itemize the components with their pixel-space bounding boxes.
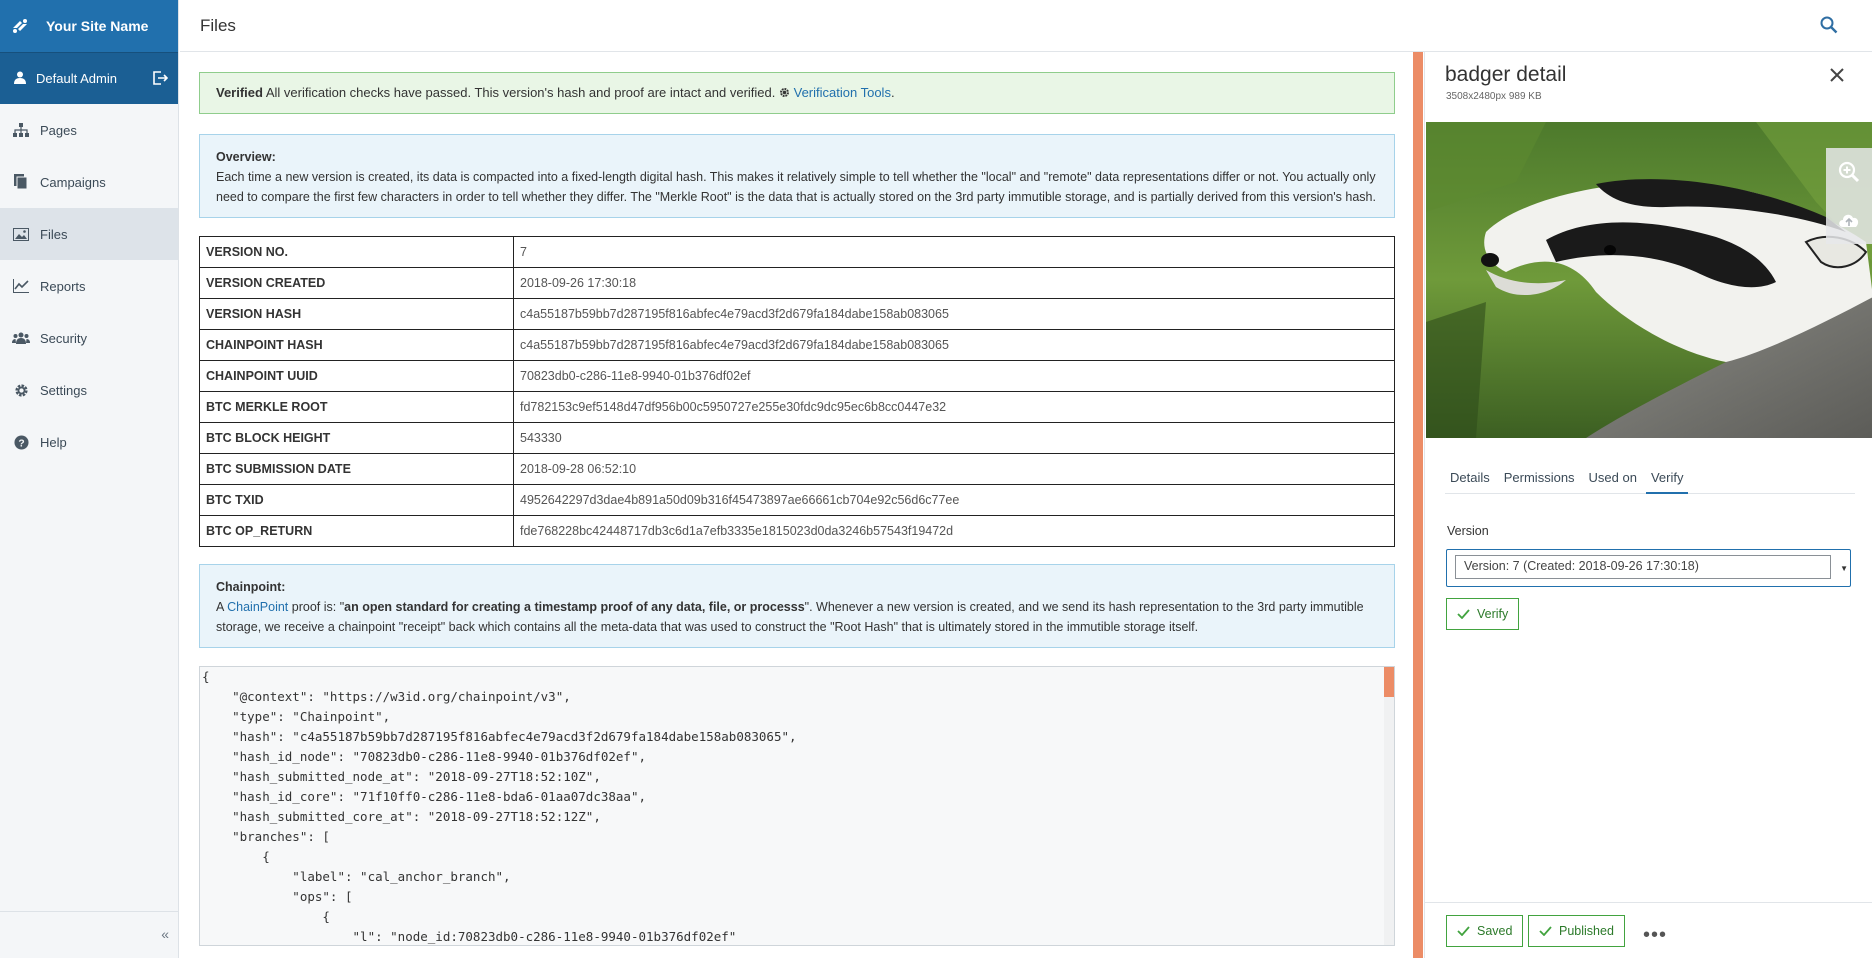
- table-row: [200, 423, 1395, 454]
- close-icon[interactable]: [1830, 68, 1844, 85]
- meta-value: fd782153c9ef5148d47df956b00c5950727e255e30fdc9dc95ec6b8cc0447e32: [514, 392, 1395, 423]
- chainpoint-quote: an open standard for creating a timestamp proof of any data, file, or processs: [344, 600, 805, 614]
- receipt-json: { "@context": "https://w3id.org/chainpoint/v3", "type": "Chainpoint", "hash": "c4a55187b59bb7d287195f816abfec4e79acd3f2d679fa184dabe158ab083065", "hash_id_node": "70823db0-c286-11e8-9940-01b376df02ef", "hash_submitted_node_at": "2018-09-27T18:52:10Z", "hash_id_core": "71f10ff0-c286-11e8-bda6-01aa07dc38aa", "hash_submitted_core_at": "2018-09-27T18:52:12Z", "branches": [ { "label": "cal_anchor_branch", "ops": [ { "l": "node_id:70823db0-c286-11e8-9940-01b376df02ef": [202, 669, 797, 944]
- sitemap-icon: [12, 121, 30, 139]
- table-row: [200, 361, 1395, 392]
- sidebar-item-label: Reports: [40, 278, 86, 294]
- receipt-scrollbar-thumb[interactable]: [1384, 667, 1394, 697]
- cog-icon: [779, 85, 790, 100]
- collapse-label: «: [161, 926, 169, 942]
- verification-tools-link[interactable]: Verification Tools: [793, 85, 891, 100]
- sidebar-item-label: Files: [40, 226, 68, 242]
- file-dimensions: 3508x2480px 989 KB: [1446, 91, 1542, 102]
- check-icon: [1457, 609, 1470, 619]
- panel-footer: [1425, 902, 1872, 903]
- meta-key: CHAINPOINT UUID: [200, 361, 514, 392]
- receipt-scrollbar[interactable]: [1384, 667, 1394, 946]
- table-row: [200, 299, 1395, 330]
- sidebar-item-campaigns[interactable]: [0, 156, 178, 208]
- tab-permissions[interactable]: Permissions: [1503, 470, 1575, 485]
- meta-key: BTC TXID: [200, 485, 514, 516]
- verified-text: All verification checks have passed. This version's hash and proof are intact and verified.: [262, 85, 779, 100]
- zoom-in-icon[interactable]: [1826, 148, 1872, 196]
- meta-key: VERSION HASH: [200, 299, 514, 330]
- panel-title: badger detail: [1445, 63, 1567, 86]
- sidebar-item-label: Pages: [40, 122, 77, 138]
- meta-value: c4a55187b59bb7d287195f816abfec4e79acd3f2d679fa184dabe158ab083065: [514, 299, 1395, 330]
- site-brand[interactable]: [0, 0, 178, 52]
- verify-button[interactable]: [1446, 598, 1519, 630]
- tab-verify[interactable]: Verify: [1646, 464, 1689, 494]
- overview-box: [199, 134, 1395, 218]
- saved-button[interactable]: [1446, 915, 1523, 947]
- sidebar-item-security[interactable]: [0, 312, 178, 364]
- table-row: [200, 454, 1395, 485]
- chainpoint-link[interactable]: ChainPoint: [227, 600, 289, 614]
- check-icon: [1457, 926, 1470, 936]
- chainpoint-pre: A: [216, 600, 228, 614]
- meta-key: VERSION NO.: [200, 237, 514, 268]
- tab-details[interactable]: Details: [1450, 470, 1490, 485]
- users-icon: [12, 329, 30, 347]
- version-select-value: Version: 7 (Created: 2018-09-26 17:30:18): [1455, 555, 1831, 579]
- table-row: [200, 268, 1395, 299]
- published-button-label: Published: [1559, 924, 1614, 938]
- meta-value: c4a55187b59bb7d287195f816abfec4e79acd3f2d679fa184dabe158ab083065: [514, 330, 1395, 361]
- chainpoint-heading: Chainpoint:: [216, 580, 286, 594]
- version-label: Version: [1447, 524, 1489, 538]
- chart-line-icon: [12, 277, 30, 295]
- sidebar-item-label: Settings: [40, 382, 87, 398]
- table-row: [200, 485, 1395, 516]
- image-icon: [12, 225, 30, 243]
- chainpoint-box: [199, 564, 1395, 648]
- verified-tail: .: [890, 85, 895, 100]
- meta-key: VERSION CREATED: [200, 268, 514, 299]
- image-toolbar: [1826, 148, 1872, 244]
- saved-button-label: Saved: [1477, 924, 1513, 938]
- verify-button-label: Verify: [1477, 607, 1509, 621]
- sidebar-item-label: Help: [40, 434, 67, 450]
- caret-down-icon: ▼: [1840, 564, 1848, 573]
- chainpoint-text: [216, 597, 1378, 637]
- logout-icon[interactable]: [152, 70, 168, 89]
- site-logo-icon: [8, 14, 32, 38]
- gear-icon: [12, 381, 30, 399]
- sidebar-item-label: Security: [40, 330, 87, 346]
- chainpoint-mid: proof is: ": [288, 600, 345, 614]
- meta-value: 2018-09-28 06:52:10: [514, 454, 1395, 485]
- badger-image: [1426, 122, 1872, 438]
- meta-key: CHAINPOINT HASH: [200, 330, 514, 361]
- svg-text:?: ?: [17, 437, 25, 449]
- version-select[interactable]: [1446, 549, 1851, 587]
- overview-text: Each time a new version is created, its data is compacted into a fixed-length digital hash. This makes it relatively simple to tell whether the "local" and "remote" data representations differ or not. You actually only need to compare the first few characters in order to tell whether they differ. The "Merkle Root" is the data that is actually stored on the 3rd party immutible storage, and is partially derived from this version's hash.: [216, 170, 1376, 204]
- table-row: [200, 516, 1395, 547]
- meta-key: BTC OP_RETURN: [200, 516, 514, 547]
- table-row: [200, 330, 1395, 361]
- page-title: Files: [200, 16, 236, 35]
- top-header: [180, 0, 1872, 52]
- table-row: [200, 237, 1395, 268]
- collapse-sidebar-button[interactable]: [0, 911, 179, 958]
- chainpoint-post: ". Whenever a new version is created, and we send its hash representation to the 3rd party immutible storage, we receive a chainpoint "receipt" back which contains all the meta-data that was used to construct the "Root Hash" that is ultimately stored in the immutible storage itself.: [216, 600, 1364, 634]
- main-content: [199, 52, 1395, 958]
- cloud-upload-icon[interactable]: [1826, 196, 1872, 244]
- sidebar-item-reports[interactable]: [0, 260, 178, 312]
- documents-icon: [12, 173, 30, 191]
- meta-value: 70823db0-c286-11e8-9940-01b376df02ef: [514, 361, 1395, 392]
- meta-value: 4952642297d3dae4b891a50d09b316f45473897ae66661cb704e92c56d6c77ee: [514, 485, 1395, 516]
- file-detail-panel: [1424, 52, 1872, 958]
- user-name: Default Admin: [36, 71, 117, 86]
- search-icon[interactable]: [1820, 16, 1838, 37]
- user-icon: [14, 71, 28, 87]
- site-name: Your Site Name: [46, 18, 149, 34]
- panel-resize-handle[interactable]: [1413, 52, 1423, 958]
- sidebar-item-files[interactable]: [0, 208, 178, 260]
- overview-heading: Overview:: [216, 150, 276, 164]
- sidebar-item-pages[interactable]: [0, 104, 178, 156]
- more-options-icon[interactable]: •••: [1643, 924, 1668, 946]
- verified-label: Verified: [216, 85, 263, 100]
- question-icon: [12, 433, 30, 451]
- version-meta-table: [199, 236, 1395, 547]
- meta-value: 7: [514, 237, 1395, 268]
- meta-key: BTC BLOCK HEIGHT: [200, 423, 514, 454]
- table-row: [200, 392, 1395, 423]
- published-button[interactable]: [1528, 915, 1625, 947]
- meta-key: BTC SUBMISSION DATE: [200, 454, 514, 485]
- sidebar-item-help[interactable]: [0, 416, 178, 468]
- check-icon: [1539, 926, 1552, 936]
- meta-value: fde768228bc42448717db3c6d1a7efb3335e1815023d0da3246b57543f19472d: [514, 516, 1395, 547]
- meta-value: 543330: [514, 423, 1395, 454]
- user-menu[interactable]: [0, 52, 178, 104]
- sidebar: [0, 0, 179, 958]
- tab-used-on[interactable]: Used on: [1588, 470, 1637, 485]
- meta-value: 2018-09-26 17:30:18: [514, 268, 1395, 299]
- sidebar-item-settings[interactable]: [0, 364, 178, 416]
- sidebar-item-label: Campaigns: [40, 174, 106, 190]
- verified-alert: [199, 72, 1395, 114]
- chainpoint-receipt-viewer[interactable]: [199, 666, 1395, 946]
- detail-tabs: [1445, 464, 1855, 494]
- meta-key: BTC MERKLE ROOT: [200, 392, 514, 423]
